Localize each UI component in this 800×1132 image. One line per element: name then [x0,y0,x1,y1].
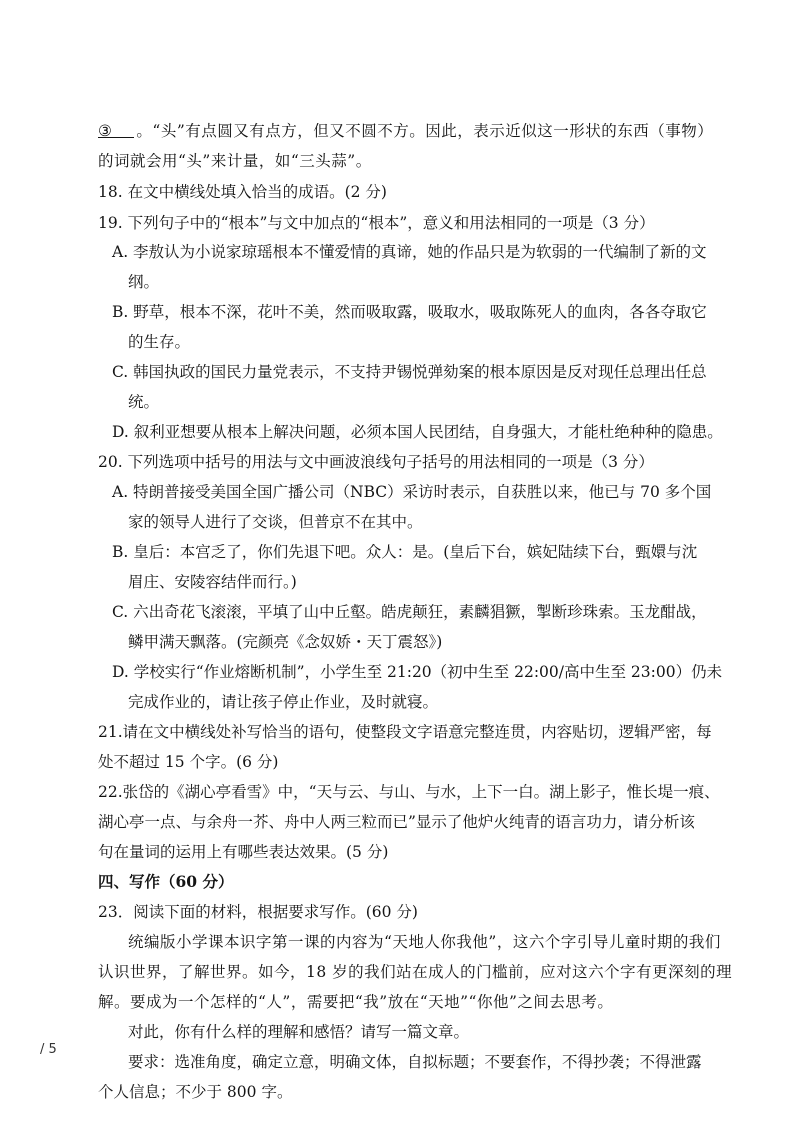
q19-option-c-line2: 统。 [128,393,160,411]
q20-option-c-line2: 鳞甲满天飘落。(完颜亮《念奴娇・天丁震怒》) [128,633,443,651]
q20-option-a-line2: 家的领导人进行了交谈，但普京不在其中。 [128,513,423,531]
question-22-line3: 句在量词的运用上有哪些表达效果。(5 分) [98,843,389,861]
page-number: / 5 [40,1042,57,1057]
q20-option-d-line2: 完成作业的，请让孩子停止作业，及时就寝。 [128,693,439,711]
q20-option-b-line2: 眉庄、安陵容结伴而行。) [128,573,297,591]
question-22-line1: 22.张岱的《湖心亭看雪》中，“天与云、与山、与水，上下一白。湖上影子，惟长堤一痕、 [98,783,720,801]
q19-option-c-line1: C. 韩国执政的国民力量党表示，不支持尹锡悦弹劾案的根本原因是反对现任总理出任总 [112,363,707,381]
q20-option-a-line1: A. 特朗普接受美国全国广播公司（NBC）采访时表示，自获胜以来，他已与 70 多个国 [112,483,712,501]
q20-option-d-line1: D. 学校实行“作业熔断机制”，小学生至 21:20（初中生至 22:00/高中生至 23:00）仍未 [112,663,723,681]
q19-option-a-line1: A. 李敖认为小说家琼瑶根本不懂爱情的真谛，她的作品只是为软弱的一代编制了新的文 [112,243,707,261]
intro-text-1: 。“头”有点圆又有点方，但又不圆不方。因此，表示近似这一形状的东西（事物） [136,122,714,140]
question-23-stem: 23．阅读下面的材料，根据要求写作。(60 分) [98,903,418,921]
intro-line-2: 的词就会用“头”来计量，如“三头蒜”。 [98,152,372,170]
q19-option-b-line2: 的生存。 [128,333,191,351]
question-18: 18. 在文中横线处填入恰当的成语。(2 分) [98,183,387,201]
question-22-line2: 湖心亭一点、与余舟一芥、舟中人两三粒而已”显示了他炉火纯青的语言功力，请分析该 [98,813,695,831]
requirements-line1: 要求：选准角度，确定立意，明确文体，自拟标题；不要套作，不得抄袭；不得泄露 [128,1053,702,1071]
question-20-stem: 20. 下列选项中括号的用法与文中画波浪线句子括号的用法相同的一项是（3 分） [98,453,654,471]
material-line2: 认识世界，了解世界。如今，18 岁的我们站在成人的门槛前，应对这六个字有更深刻的理 [98,963,733,981]
q19-option-a-line2: 纲。 [128,273,160,291]
q19-option-b-line1: B. 野草，根本不深，花叶不美，然而吸取露，吸取水，吸取陈死人的血肉，各各夺取它 [112,303,707,321]
intro-line-1 [98,120,713,142]
requirements-line2: 个人信息；不少于 800 字。 [98,1083,293,1101]
section-4-title: 四、写作（60 分） [98,872,234,891]
material-line1: 统编版小学课本识字第一课的内容为“天地人你我他”，这六个字引导儿童时期的我们 [128,933,721,951]
q20-option-b-line1: B. 皇后：本宫乏了，你们先退下吧。众人：是。(皇后下台，嫔妃陆续下台，甄嬛与沈 [112,543,698,561]
answer-blank [112,123,134,138]
q19-option-d-line1: D. 叙利亚想要从根本上解决问题，必须本国人民团结，自身强大，才能杜绝种种的隐患。 [112,423,723,441]
prompt-line: 对此，你有什么样的理解和感悟？请写一篇文章。 [128,1023,470,1041]
question-19-stem: 19. 下列句子中的“根本”与文中加点的“根本”，意义和用法相同的一项是（3 分） [98,214,655,232]
circled-marker: ③ [98,122,113,140]
q20-option-c-line1: C. 六出奇花飞滚滚，平填了山中丘壑。皓虎颠狂，素麟猖獗，掣断珍珠索。玉龙酣战， [112,603,707,621]
question-21-line1: 21.请在文中横线处补写恰当的语句，使整段文字语意完整连贯，内容贴切，逻辑严密，每 [98,723,712,741]
question-21-line2: 处不超过 15 个字。(6 分) [98,753,279,771]
material-line3: 解。要成为一个怎样的“人”，需要把“我”放在“天地”“你他”之间去思考。 [98,993,614,1011]
